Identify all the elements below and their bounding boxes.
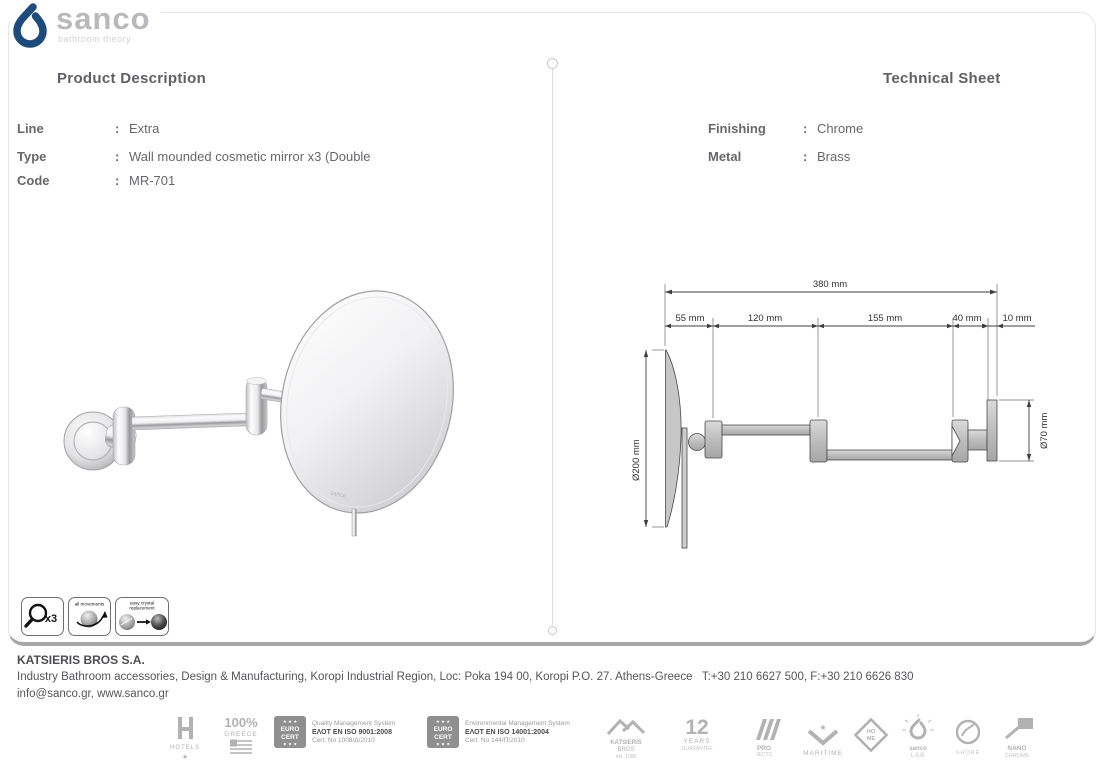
divider-dot-top <box>547 58 558 69</box>
dimension-mirror-diameter <box>631 350 664 527</box>
svg-text:Ø200 mm: Ø200 mm <box>631 439 642 481</box>
svg-text:12: 12 <box>685 716 709 739</box>
svg-text:NANO: NANO <box>1007 745 1027 752</box>
svg-text:★ ★ ★: ★ ★ ★ <box>435 741 451 747</box>
all-movements-icon <box>69 598 110 635</box>
svg-text:GUARANTEE: GUARANTEE <box>681 746 713 752</box>
mirror-stem-profile <box>682 428 687 548</box>
svg-text:CERT: CERT <box>281 734 299 741</box>
svg-text:10 mm: 10 mm <box>1002 313 1032 324</box>
svg-text:155 mm: 155 mm <box>867 313 903 324</box>
svg-text:est. 1980: est. 1980 <box>615 754 637 760</box>
arm-2 <box>827 450 953 460</box>
arm-joint-2 <box>246 378 267 436</box>
dimension-extension-lines <box>665 284 997 425</box>
field-row-type <box>17 149 371 164</box>
magnifier-x3-icon <box>22 598 63 635</box>
ball-joint <box>689 434 706 451</box>
svg-text:★: ★ <box>819 723 827 732</box>
svg-text:SHORE: SHORE <box>955 750 981 756</box>
svg-text:YEARS: YEARS <box>683 738 711 745</box>
footer-contact: info@sanco.gr, www.sanco.gr <box>17 688 169 700</box>
projects-icon <box>746 712 786 773</box>
environmental-cert-text: Environmental Management System ΕΛΟΤ EN ISO 14001:2004 Cert. No 144/Π/2010 <box>465 720 570 744</box>
logo-tagline: bathroom theory <box>58 34 132 44</box>
svg-text:GREECE: GREECE <box>224 731 258 738</box>
field-separator: : <box>803 149 808 164</box>
badge-easy-crystal <box>115 597 169 636</box>
svg-text:BROS: BROS <box>617 747 635 753</box>
svg-text:CERT: CERT <box>434 734 452 741</box>
field-row-metal <box>708 149 850 164</box>
field-label: Type <box>17 149 47 164</box>
svg-text:easy crystal: easy crystal <box>129 600 155 606</box>
field-row-line <box>17 121 159 136</box>
footer-address: Industry Bathroom accessories, Design & Manufacturing, Koropi Industrial Region, Loc: Poka 194 00, Koropi P.O. 27. Athens-Greece T:+30 210 6627 500, F:+30 210 6626 830 <box>17 671 914 683</box>
panel-divider <box>552 68 553 625</box>
mirror-profile <box>666 350 682 527</box>
certification-strip <box>0 708 1106 774</box>
technical-sheet-title: Technical Sheet <box>883 70 1001 87</box>
field-value: Chrome <box>817 121 864 136</box>
svg-text:CHROME: CHROME <box>1004 753 1030 759</box>
svg-text:EURO: EURO <box>280 726 300 733</box>
svg-text:55 mm: 55 mm <box>675 313 705 324</box>
field-separator: : <box>115 149 120 164</box>
mirror-stem <box>352 509 357 536</box>
made-in-greece-icon <box>218 712 264 771</box>
mirror-face <box>261 278 470 529</box>
svg-text:all movements: all movements <box>74 601 105 607</box>
svg-text:x3: x3 <box>44 613 58 625</box>
eurocert-environmental-badge-icon <box>427 716 459 753</box>
maritime-icon <box>792 712 854 773</box>
arm-joint-1 <box>113 407 135 465</box>
svg-text:120 mm: 120 mm <box>747 313 783 324</box>
product-description-title: Product Description <box>57 70 207 87</box>
field-separator: : <box>803 121 808 136</box>
svg-text:HO: HO <box>866 729 876 735</box>
katsieris-bros-icon <box>600 712 652 773</box>
dimension-plate-diameter <box>999 400 1050 461</box>
divider-dot-bottom <box>548 626 557 635</box>
field-label: Finishing <box>708 121 766 136</box>
feature-badges <box>21 597 169 636</box>
field-label: Line <box>17 121 44 136</box>
svg-text:★ ★ ★: ★ ★ ★ <box>282 741 298 747</box>
field-value: MR-701 <box>129 173 176 188</box>
svg-text:★ ★ ★: ★ ★ ★ <box>435 719 451 724</box>
svg-text:EURO: EURO <box>433 726 453 733</box>
footer-company-name: KATSIERIS BROS S.A. <box>17 653 145 667</box>
home-icon <box>852 712 890 773</box>
product-photo-mirror <box>50 278 470 548</box>
svg-text:Ø70 mm: Ø70 mm <box>1039 412 1050 449</box>
field-row-finishing <box>708 121 863 136</box>
svg-text:380 mm: 380 mm <box>812 279 848 290</box>
svg-text:MARITIME: MARITIME <box>803 750 843 757</box>
svg-text:100%: 100% <box>224 715 258 730</box>
wall-connector <box>968 430 987 450</box>
sanco-drop-icon <box>10 2 52 52</box>
field-separator: : <box>115 173 120 188</box>
mirror-brand-mark: sanco <box>329 490 347 500</box>
quality-cert-text: Quality Management System ΕΛΟΤ EN ISO 9001:2008 Cert. No 1008/Δ/2010 <box>312 720 396 744</box>
field-row-code <box>17 173 175 188</box>
eurocert-quality-badge-icon <box>274 716 306 753</box>
svg-text:★: ★ <box>181 754 189 761</box>
badge-all-movements <box>68 597 111 636</box>
svg-text:KATSIERIS: KATSIERIS <box>610 740 642 746</box>
sanco-logo <box>10 2 161 54</box>
svg-text:sanco: sanco <box>909 746 927 752</box>
dimension-segments <box>665 313 1035 328</box>
svg-text:ME: ME <box>866 736 876 742</box>
logo-name: sanco <box>56 1 151 36</box>
svg-text:LAB: LAB <box>910 753 926 759</box>
joint-1 <box>705 421 722 458</box>
field-value: Extra <box>129 121 160 136</box>
sanco-lab-icon <box>896 712 940 775</box>
arm-1 <box>722 425 810 435</box>
svg-text:40 mm: 40 mm <box>952 313 982 324</box>
svg-text:★ ★ ★: ★ ★ ★ <box>282 719 298 724</box>
field-label: Metal <box>708 149 742 164</box>
side-view-parts <box>666 350 998 548</box>
arm-segment-1 <box>132 413 254 430</box>
svg-text:PRO: PRO <box>756 745 772 752</box>
svg-text:HOTELS: HOTELS <box>169 745 201 751</box>
technical-drawing <box>626 268 1056 568</box>
wall-plate-profile <box>987 400 997 461</box>
field-value: Brass <box>817 149 851 164</box>
svg-text:JECTS: JECTS <box>756 752 772 758</box>
field-value: Wall mounded cosmetic mirror x3 (Double <box>129 149 371 164</box>
years-guarantee-icon <box>676 712 718 773</box>
easy-crystal-replacement-icon <box>116 598 168 635</box>
field-label: Code <box>17 173 50 188</box>
joint-2 <box>810 420 827 462</box>
dimension-total-width <box>665 279 997 294</box>
nano-chrome-icon <box>994 712 1040 775</box>
badge-magnification <box>21 597 64 636</box>
svg-text:replacement: replacement <box>129 605 155 611</box>
field-separator: : <box>115 121 120 136</box>
shore-icon <box>948 712 988 775</box>
hotels-icon <box>165 712 205 771</box>
